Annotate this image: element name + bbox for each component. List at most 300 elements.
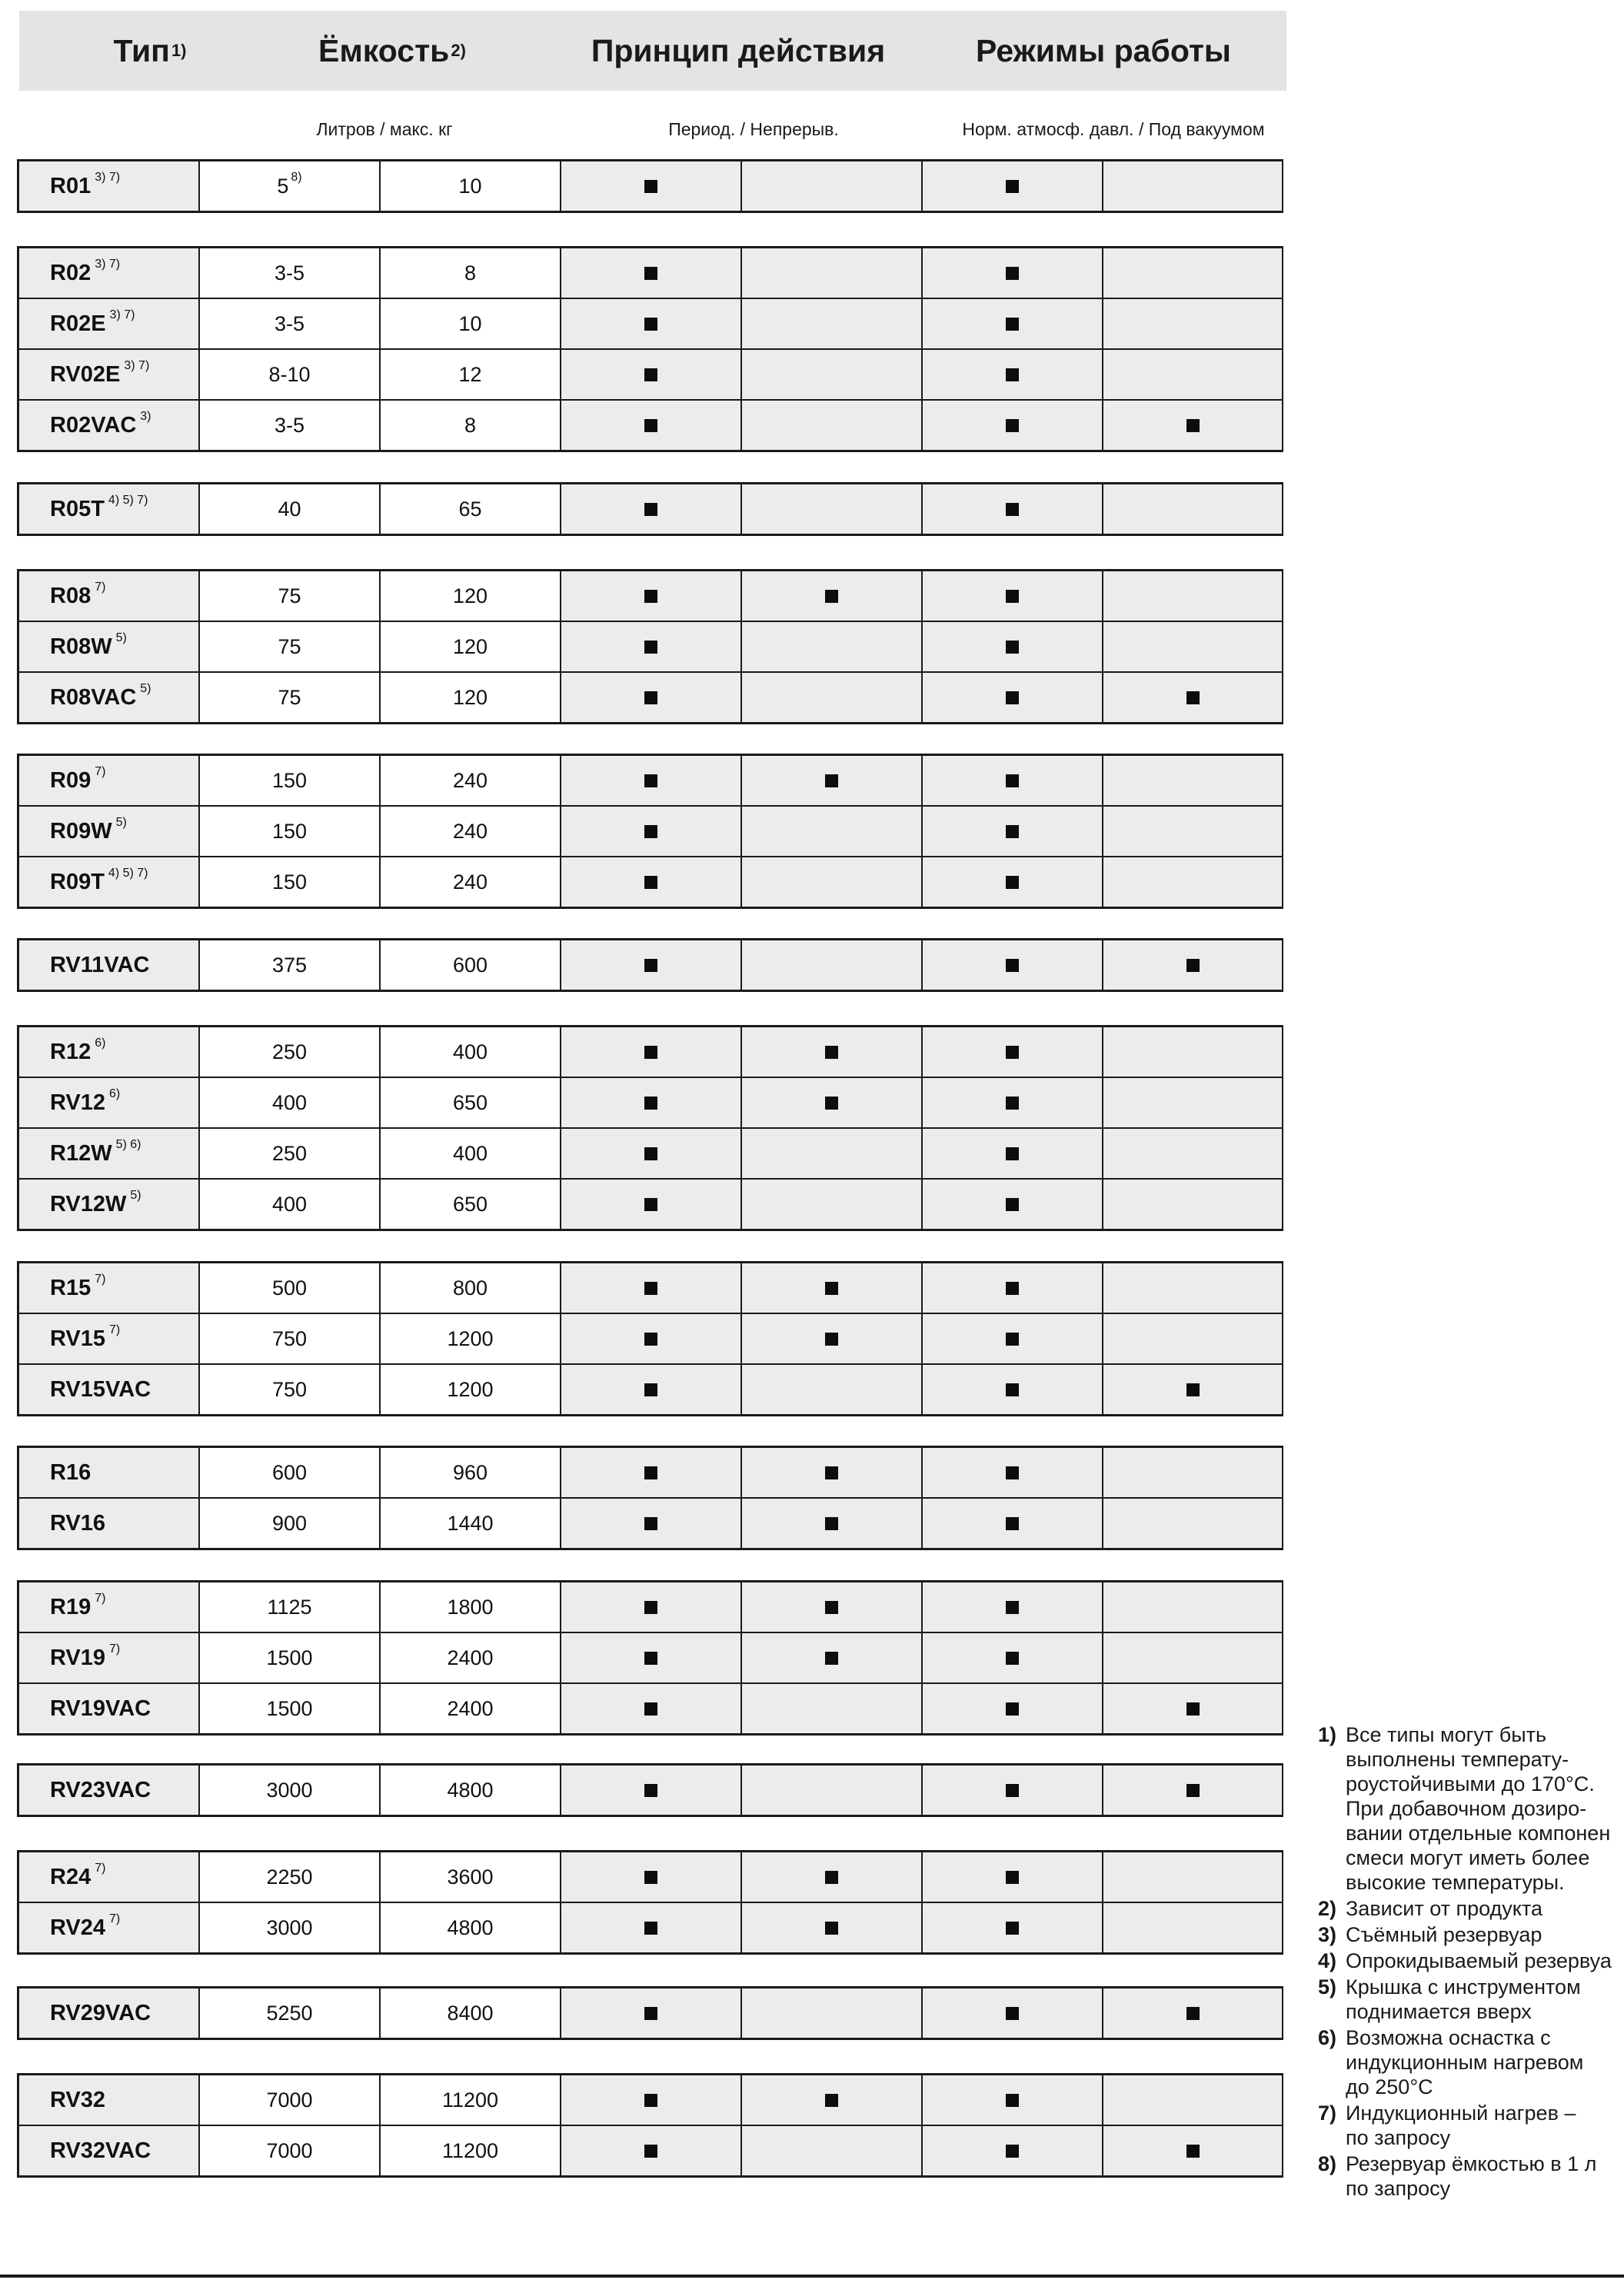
periodic-cell [561, 1988, 742, 2038]
table-group [17, 1850, 1283, 1955]
type-cell [19, 1027, 200, 1077]
max-kg-cell [381, 1499, 561, 1548]
liters-cell [200, 1027, 381, 1077]
continuous-cell [742, 1263, 923, 1313]
type-name: RV15VAC [50, 1376, 151, 1402]
vacuum-cell [1103, 1903, 1282, 1952]
type-footnote-ref: 7) [95, 1273, 106, 1286]
filled-square-mark-icon [825, 1517, 838, 1530]
footnote-text: Опрокидываемый резервуа [1346, 1949, 1612, 1972]
continuous-cell [742, 401, 923, 450]
periodic-cell [561, 940, 742, 990]
liters-value: 3000 [266, 1915, 313, 1939]
table-row [19, 1027, 1281, 1078]
continuous-cell [742, 622, 923, 671]
type-name: R12 [50, 1039, 92, 1064]
table-row [19, 1314, 1281, 1365]
footnote-item [1318, 2101, 1624, 2150]
vacuum-cell [1103, 248, 1282, 298]
footnote-number: 8) [1318, 2152, 1337, 2175]
footnote-item [1318, 2025, 1624, 2099]
type-name: RV12 [50, 1090, 106, 1115]
max-kg-value: 650 [452, 1090, 488, 1114]
filled-square-mark-icon [644, 1198, 657, 1211]
filled-square-mark-icon [644, 825, 657, 838]
atmospheric-cell [923, 2075, 1103, 2125]
continuous-cell [742, 350, 923, 399]
table-group [17, 938, 1283, 992]
table-row [19, 1903, 1281, 1952]
max-kg-value: 800 [452, 1276, 488, 1300]
type-cell [19, 2075, 200, 2125]
filled-square-mark-icon [644, 1097, 657, 1110]
type-name: R09 [50, 767, 92, 793]
atmospheric-cell [923, 401, 1103, 450]
type-cell [19, 484, 200, 534]
type-footnote-ref: 7) [95, 765, 106, 778]
atmospheric-cell [923, 161, 1103, 211]
periodic-cell [561, 1903, 742, 1952]
table-row [19, 857, 1281, 907]
type-name: R08VAC [50, 684, 137, 710]
type-cell [19, 756, 200, 805]
atmospheric-cell [923, 1499, 1103, 1548]
type-name: RV19VAC [50, 1696, 151, 1721]
periodic-cell [561, 1448, 742, 1497]
vacuum-cell [1103, 1633, 1282, 1682]
table-row [19, 1766, 1281, 1815]
liters-value: 400 [271, 1192, 308, 1216]
filled-square-mark-icon [644, 2007, 657, 2020]
type-footnote-ref: 7) [95, 581, 106, 594]
vacuum-cell [1103, 350, 1282, 399]
atmospheric-cell [923, 1180, 1103, 1229]
vacuum-cell [1103, 857, 1282, 907]
vacuum-cell [1103, 673, 1282, 722]
type-name: R24 [50, 1864, 92, 1889]
liters-value: 75 [278, 634, 301, 658]
periodic-cell [561, 1852, 742, 1902]
continuous-cell [742, 1314, 923, 1363]
max-kg-cell [381, 1180, 561, 1229]
filled-square-mark-icon [644, 1333, 657, 1346]
liters-cell [200, 1180, 381, 1229]
filled-square-mark-icon [1006, 1046, 1019, 1059]
filled-square-mark-icon [825, 1333, 838, 1346]
type-name: RV29VAC [50, 2000, 151, 2025]
liters-cell [200, 1766, 381, 1815]
table-row [19, 2075, 1281, 2126]
vacuum-cell [1103, 940, 1282, 990]
type-footnote-ref: 3) 7) [95, 258, 121, 271]
atmospheric-cell [923, 1852, 1103, 1902]
filled-square-mark-icon [1006, 2007, 1019, 2020]
type-name: RV32 [50, 2087, 106, 2112]
filled-square-mark-icon [644, 1147, 657, 1160]
max-kg-cell [381, 401, 561, 450]
filled-square-mark-icon [1006, 1652, 1019, 1665]
max-kg-cell [381, 484, 561, 534]
liters-value: 900 [271, 1511, 308, 1535]
atmospheric-cell [923, 673, 1103, 722]
type-footnote-ref: 5) [140, 682, 151, 695]
liters-value: 75 [278, 685, 301, 709]
continuous-cell [742, 299, 923, 348]
max-kg-value: 11200 [441, 2088, 499, 2112]
max-kg-cell [381, 1633, 561, 1682]
filled-square-mark-icon [644, 1652, 657, 1665]
footnote-text: Возможна оснастка с индукционным нагревом до 250°С [1346, 2026, 1584, 2098]
max-kg-cell [381, 2126, 561, 2175]
vacuum-cell [1103, 1499, 1282, 1548]
filled-square-mark-icon [1186, 2007, 1200, 2020]
periodic-cell [561, 1365, 742, 1414]
vacuum-cell [1103, 401, 1282, 450]
filled-square-mark-icon [1006, 1601, 1019, 1614]
filled-square-mark-icon [644, 419, 657, 432]
liters-value: 1125 [267, 1595, 312, 1619]
liters-value: 150 [271, 768, 308, 792]
liters-value: 3-5 [274, 261, 305, 285]
liters-value: 2250 [266, 1865, 313, 1889]
liters-cell [200, 756, 381, 805]
max-kg-cell [381, 857, 561, 907]
atmospheric-cell [923, 1129, 1103, 1178]
footnote-item [1318, 1896, 1624, 1921]
filled-square-mark-icon [1006, 876, 1019, 889]
liters-cell [200, 571, 381, 621]
filled-square-mark-icon [1006, 1147, 1019, 1160]
max-kg-cell [381, 673, 561, 722]
type-cell [19, 1448, 200, 1497]
filled-square-mark-icon [1006, 503, 1019, 516]
vacuum-cell [1103, 1988, 1282, 2038]
liters-value: 7000 [266, 2138, 313, 2162]
table-row [19, 161, 1281, 211]
max-kg-value: 650 [452, 1192, 488, 1216]
table-group [17, 1261, 1283, 1416]
type-footnote-ref: 6) [109, 1087, 121, 1100]
filled-square-mark-icon [644, 1871, 657, 1884]
footnote-text: Съёмный резервуар [1346, 1923, 1542, 1946]
table-group [17, 754, 1283, 909]
periodic-cell [561, 2126, 742, 2175]
type-name: R02 [50, 260, 92, 285]
table-row [19, 571, 1281, 622]
max-kg-value: 1200 [447, 1326, 494, 1350]
filled-square-mark-icon [1006, 1784, 1019, 1797]
table-row [19, 673, 1281, 722]
periodic-cell [561, 1766, 742, 1815]
continuous-cell [742, 1766, 923, 1815]
type-cell [19, 940, 200, 990]
max-kg-value: 10 [458, 174, 482, 198]
type-footnote-ref: 4) 5) 7) [108, 867, 148, 880]
atmospheric-cell [923, 350, 1103, 399]
filled-square-mark-icon [1186, 959, 1200, 972]
max-kg-cell [381, 1852, 561, 1902]
filled-square-mark-icon [1186, 1784, 1200, 1797]
footnote-number: 2) [1318, 1897, 1337, 1920]
liters-value: 750 [271, 1377, 308, 1401]
liters-cell [200, 299, 381, 348]
filled-square-mark-icon [1006, 368, 1019, 381]
max-kg-cell [381, 1027, 561, 1077]
max-kg-cell [381, 1988, 561, 2038]
type-name: R09T [50, 869, 105, 894]
type-cell [19, 350, 200, 399]
table-group [17, 569, 1283, 724]
table-row [19, 299, 1281, 350]
max-kg-value: 12 [458, 362, 482, 386]
liters-value: 250 [271, 1141, 308, 1165]
filled-square-mark-icon [644, 180, 657, 193]
liters-value: 150 [271, 870, 308, 894]
atmospheric-cell [923, 1263, 1103, 1313]
filled-square-mark-icon [644, 641, 657, 654]
footnote-text: Крышка с инструментом поднимается вверх [1346, 1975, 1581, 2023]
atmospheric-cell [923, 857, 1103, 907]
footnote-item [1318, 1722, 1624, 1895]
type-cell [19, 1684, 200, 1733]
type-footnote-ref: 7) [109, 1642, 121, 1656]
atmospheric-cell [923, 1365, 1103, 1414]
periodic-cell [561, 857, 742, 907]
table-row [19, 1582, 1281, 1633]
type-footnote-ref: 7) [109, 1323, 121, 1336]
filled-square-mark-icon [1006, 691, 1019, 704]
filled-square-mark-icon [644, 590, 657, 603]
atmospheric-cell [923, 622, 1103, 671]
filled-square-mark-icon [1006, 1517, 1019, 1530]
max-kg-value: 1440 [447, 1511, 494, 1535]
liters-cell [200, 1448, 381, 1497]
atmospheric-cell [923, 1448, 1103, 1497]
max-kg-cell [381, 571, 561, 621]
liters-value: 600 [271, 1460, 308, 1484]
continuous-cell [742, 807, 923, 856]
subheader-capacity: Литров / макс. кг [316, 118, 453, 139]
max-kg-cell [381, 1078, 561, 1127]
type-footnote-ref: 4) 5) 7) [108, 494, 148, 507]
max-kg-value: 400 [452, 1040, 488, 1063]
type-cell [19, 673, 200, 722]
type-cell [19, 571, 200, 621]
table-row [19, 2126, 1281, 2175]
continuous-cell [742, 1988, 923, 2038]
type-cell [19, 1499, 200, 1548]
table-group [17, 1025, 1283, 1231]
header-type-label: Тип [113, 32, 170, 68]
continuous-cell [742, 1582, 923, 1632]
type-footnote-ref: 3) 7) [95, 171, 121, 184]
continuous-cell [742, 1129, 923, 1178]
atmospheric-cell [923, 940, 1103, 990]
filled-square-mark-icon [825, 590, 838, 603]
vacuum-cell [1103, 1448, 1282, 1497]
type-footnote-ref: 3) 7) [109, 308, 135, 321]
vacuum-cell [1103, 756, 1282, 805]
continuous-cell [742, 673, 923, 722]
max-kg-cell [381, 940, 561, 990]
footnote-number: 1) [1318, 1723, 1337, 1746]
type-footnote-ref: 6) [95, 1037, 106, 1050]
max-kg-value: 3600 [447, 1865, 494, 1889]
filled-square-mark-icon [644, 1046, 657, 1059]
type-cell [19, 1180, 200, 1229]
type-cell [19, 807, 200, 856]
table-group [17, 2073, 1283, 2178]
continuous-cell [742, 940, 923, 990]
continuous-cell [742, 161, 923, 211]
liters-cell [200, 1852, 381, 1902]
type-footnote-ref: 5) [130, 1189, 141, 1202]
type-footnote-ref: 5) [115, 631, 127, 644]
periodic-cell [561, 1582, 742, 1632]
footnote-number: 3) [1318, 1923, 1337, 1946]
type-cell [19, 299, 200, 348]
max-kg-value: 4800 [447, 1915, 494, 1939]
filled-square-mark-icon [1186, 691, 1200, 704]
continuous-cell [742, 1633, 923, 1682]
filled-square-mark-icon [1006, 267, 1019, 280]
filled-square-mark-icon [644, 1383, 657, 1396]
max-kg-value: 10 [458, 311, 482, 335]
type-name: RV19 [50, 1645, 106, 1670]
atmospheric-cell [923, 1582, 1103, 1632]
filled-square-mark-icon [825, 1601, 838, 1614]
footnote-item [1318, 1922, 1624, 1947]
table-row [19, 1180, 1281, 1229]
periodic-cell [561, 401, 742, 450]
table-group [17, 482, 1283, 536]
filled-square-mark-icon [825, 1922, 838, 1935]
filled-square-mark-icon [825, 1046, 838, 1059]
liters-cell [200, 1499, 381, 1548]
footnote-number: 4) [1318, 1949, 1337, 1972]
filled-square-mark-icon [644, 1601, 657, 1614]
filled-square-mark-icon [644, 1922, 657, 1935]
vacuum-cell [1103, 1314, 1282, 1363]
type-cell [19, 2126, 200, 2175]
liters-value: 5250 [266, 2001, 313, 2025]
periodic-cell [561, 299, 742, 348]
continuous-cell [742, 484, 923, 534]
liters-value: 375 [271, 953, 308, 977]
periodic-cell [561, 807, 742, 856]
filled-square-mark-icon [1006, 1466, 1019, 1479]
filled-square-mark-icon [644, 691, 657, 704]
type-cell [19, 248, 200, 298]
atmospheric-cell [923, 1078, 1103, 1127]
liters-cell [200, 1365, 381, 1414]
liters-cell [200, 1988, 381, 2038]
periodic-cell [561, 1180, 742, 1229]
footnotes [1318, 1722, 1624, 2202]
footnote-text: Индукционный нагрев – по запросу [1346, 2102, 1576, 2149]
vacuum-cell [1103, 1684, 1282, 1733]
footnote-item [1318, 1949, 1624, 1973]
header-type: Тип 1) [113, 32, 187, 68]
continuous-cell [742, 571, 923, 621]
filled-square-mark-icon [825, 1282, 838, 1295]
max-kg-cell [381, 2075, 561, 2125]
max-kg-value: 960 [452, 1460, 488, 1484]
type-name: R08W [50, 634, 112, 659]
max-kg-value: 120 [452, 634, 488, 658]
max-kg-value: 400 [452, 1141, 488, 1165]
filled-square-mark-icon [1006, 180, 1019, 193]
type-footnote-ref: 5) [115, 816, 127, 829]
footnote-number: 5) [1318, 1975, 1337, 1998]
footnote-number: 7) [1318, 2102, 1337, 2125]
periodic-cell [561, 673, 742, 722]
liters-value: 3-5 [274, 311, 305, 335]
atmospheric-cell [923, 756, 1103, 805]
filled-square-mark-icon [1006, 1333, 1019, 1346]
periodic-cell [561, 622, 742, 671]
periodic-cell [561, 756, 742, 805]
vacuum-cell [1103, 1365, 1282, 1414]
type-name: R19 [50, 1594, 92, 1619]
periodic-cell [561, 1314, 742, 1363]
continuous-cell [742, 2126, 923, 2175]
atmospheric-cell [923, 1903, 1103, 1952]
filled-square-mark-icon [1006, 774, 1019, 787]
filled-square-mark-icon [644, 1702, 657, 1716]
max-kg-value: 240 [452, 870, 488, 894]
table-row [19, 401, 1281, 450]
max-kg-cell [381, 1448, 561, 1497]
filled-square-mark-icon [644, 318, 657, 331]
footnote-text: Резервуар ёмкостью в 1 л по запросу [1346, 2152, 1597, 2200]
periodic-cell [561, 161, 742, 211]
filled-square-mark-icon [825, 1466, 838, 1479]
filled-square-mark-icon [825, 2094, 838, 2107]
vacuum-cell [1103, 1766, 1282, 1815]
max-kg-cell [381, 248, 561, 298]
liters-value: 3-5 [274, 413, 305, 437]
footnote-number: 6) [1318, 2026, 1337, 2049]
continuous-cell [742, 1078, 923, 1127]
type-name: R08 [50, 583, 92, 608]
table-row [19, 350, 1281, 401]
table-group [17, 1986, 1283, 2040]
table-row [19, 1448, 1281, 1499]
vacuum-cell [1103, 299, 1282, 348]
periodic-cell [561, 1027, 742, 1077]
liters-value: 3000 [266, 1778, 313, 1802]
liters-value: 150 [271, 819, 308, 843]
type-name: R12W [50, 1140, 112, 1166]
max-kg-cell [381, 1314, 561, 1363]
filled-square-mark-icon [644, 876, 657, 889]
liters-value: 400 [271, 1090, 308, 1114]
table-row [19, 1129, 1281, 1180]
vacuum-cell [1103, 1027, 1282, 1077]
vacuum-cell [1103, 571, 1282, 621]
type-cell [19, 1129, 200, 1178]
max-kg-value: 65 [458, 497, 482, 521]
continuous-cell [742, 1365, 923, 1414]
liters-value: 5 [277, 174, 289, 198]
continuous-cell [742, 1448, 923, 1497]
filled-square-mark-icon [1186, 1383, 1200, 1396]
liters-value: 250 [271, 1040, 308, 1063]
max-kg-cell [381, 807, 561, 856]
type-footnote-ref: 7) [95, 1592, 106, 1605]
table-row [19, 1365, 1281, 1414]
